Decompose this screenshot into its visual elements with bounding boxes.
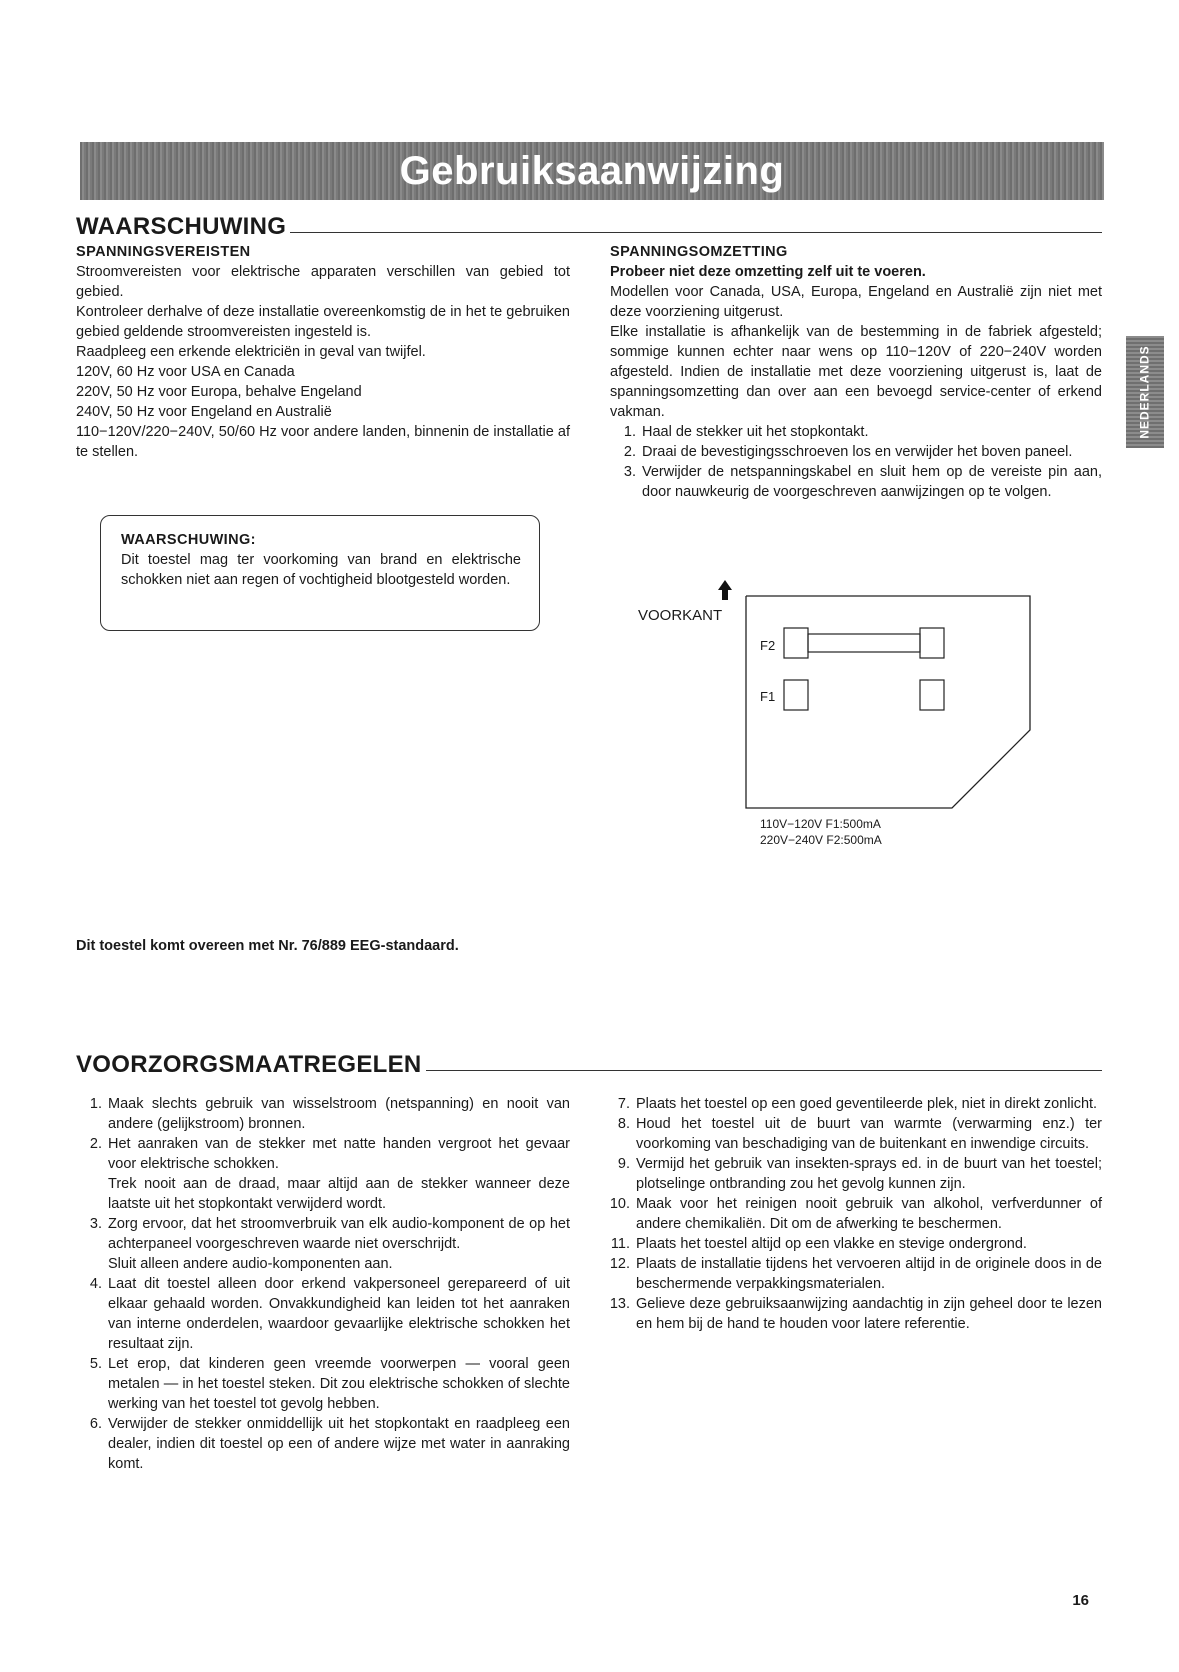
fuse-f1-label: F1: [760, 689, 776, 704]
item-text: Verwijder de stekker onmiddellijk uit het stopkontakt en raadpleeg een dealer, indien dit toestel op een of andere wijze met water in aanraking komt.: [108, 1416, 570, 1472]
item-number: 8.: [617, 1116, 630, 1132]
step-text: Draai de bevestigingsschroeven los en verwijder het boven paneel.: [642, 444, 1073, 460]
fuse-f2-clip-left: [784, 628, 808, 658]
paragraph: Modellen voor Canada, USA, Europa, Engeland en Australië zijn niet met deze voorziening uitgerust.: [610, 284, 1102, 320]
list-item: [76, 1414, 570, 1474]
voltage-line: 240V, 50 Hz voor Engeland en Australië: [76, 404, 332, 420]
fuse-caption-2: 220V−240V F2:500mA: [760, 833, 882, 847]
precautions-right: [604, 1094, 1102, 1334]
list-item: [604, 1294, 1102, 1334]
paragraph: Kontroleer derhalve of deze installatie overeenkomstig de in het te gebruiken gebied geldende stroomvereisten ingesteld is.: [76, 304, 570, 340]
item-text-wrap: [108, 1214, 570, 1274]
warning-box-text: Dit toestel mag ter voorkoming van brand en elektrische schokken niet aan regen of vochtigheid blootgesteld worden.: [121, 552, 521, 588]
step-number: 3.: [623, 464, 636, 480]
step-text: Haal de stekker uit het stopkontakt.: [642, 424, 869, 440]
item-number: 7.: [617, 1096, 630, 1112]
title-banner: [80, 142, 1104, 200]
item-number: 13.: [609, 1296, 630, 1312]
item-text: Plaats de installatie tijdens het vervoeren altijd in de originele doos in de beschermende verpakkingsmaterialen.: [636, 1256, 1102, 1292]
warning-box-title: WAARSCHUWING:: [121, 532, 256, 548]
heading-rule: [426, 1070, 1102, 1071]
fuse-diagram: [630, 578, 1040, 858]
precautions-left: [76, 1094, 570, 1474]
item-text: Laat dit toestel alleen door erkend vakpersoneel gerepareerd of uit elkaar gehaald worden. Onvakkundigheid kan leiden tot het aanraken van interne onderdelen, waardoor gevaarlijke elektrische schokken het resultaat zijn.: [108, 1276, 570, 1352]
list-item: [610, 422, 1102, 442]
language-tab-label: NEDERLANDS: [1138, 345, 1152, 439]
precautions-heading-row: [76, 1052, 1102, 1078]
warning-box: [100, 515, 540, 631]
item-text: Vermijd het gebruik van insekten-sprays ed. in de buurt van het toestel; plotselinge ontbranding zou het gevolg kunnen zijn.: [636, 1156, 1102, 1192]
list-item: [76, 1214, 570, 1274]
paragraph: Raadpleeg een erkende elektriciën in geval van twijfel.: [76, 344, 426, 360]
list-item: [604, 1094, 1102, 1114]
item-number: 2.: [89, 1136, 102, 1152]
fuse-f2-clip-right: [920, 628, 944, 658]
item-number: 5.: [89, 1356, 102, 1372]
item-text: Maak voor het reinigen nooit gebruik van alkohol, verfverdunner of andere chemikaliën. Dit om de afwerking te beschermen.: [636, 1196, 1102, 1232]
item-number: 1.: [89, 1096, 102, 1112]
list-item: [604, 1194, 1102, 1234]
list-item: [610, 442, 1102, 462]
voltage-conversion-subheading: SPANNINGSOMZETTING: [610, 244, 788, 260]
fuse-caption-1: 110V−120V F1:500mA: [760, 817, 881, 831]
voltage-requirements: [76, 242, 570, 462]
voltage-line: 220V, 50 Hz voor Europa, behalve Engeland: [76, 384, 362, 400]
heading-rule: [290, 232, 1102, 233]
warning-heading-row: [76, 214, 1102, 240]
list-item: [610, 462, 1102, 502]
fuse-f2-label: F2: [760, 638, 776, 653]
list-item: [76, 1134, 570, 1214]
item-text-wrap: [108, 1134, 570, 1214]
list-item: [76, 1094, 570, 1134]
page-title: Gebruiksaanwijzing: [399, 149, 785, 193]
item-text: Maak slechts gebruik van wisselstroom (netspanning) en nooit van andere (gelijkstroom) bronnen.: [108, 1096, 570, 1132]
item-number: 9.: [617, 1156, 630, 1172]
fuse-f1-clip-left: [784, 680, 808, 710]
language-tab: [1126, 336, 1164, 448]
conversion-steps: [610, 422, 1102, 502]
voltage-requirements-subheading: SPANNINGSVEREISTEN: [76, 244, 251, 260]
paragraph: Elke installatie is afhankelijk van de bestemming in de fabriek afgesteld; sommige kunnen echter naar wens op 110−120V of 220−240V worden afgesteld. Indien de installatie met deze voorziening uitgerust is, laat de spanningsomzetting dan over aan een bevoegd service-center of erkend vakman.: [610, 324, 1102, 420]
fuse-f2-body: [808, 634, 920, 652]
step-number: 2.: [623, 444, 636, 460]
item-text: Gelieve deze gebruiksaanwijzing aandachtig in zijn geheel door te lezen en hem bij de hand te houden voor latere referentie.: [636, 1296, 1102, 1332]
arrow-up-icon: [718, 580, 732, 600]
list-item: [604, 1154, 1102, 1194]
item-number: 10.: [609, 1196, 630, 1212]
eeg-statement: Dit toestel komt overeen met Nr. 76/889 EEG-standaard.: [76, 938, 459, 954]
voltage-line: 120V, 60 Hz voor USA en Canada: [76, 364, 295, 380]
item-text: Sluit alleen andere audio-komponenten aan.: [108, 1256, 393, 1272]
voltage-conversion: [610, 242, 1102, 502]
item-text: Plaats het toestel altijd op een vlakke en stevige ondergrond.: [636, 1236, 1027, 1252]
item-number: 4.: [89, 1276, 102, 1292]
warning-heading: WAARSCHUWING: [76, 213, 287, 240]
step-text: Verwijder de netspanningskabel en sluit hem op de vereiste pin aan, door nauwkeurig de voorgeschreven aanwijzingen op te volgen.: [642, 464, 1102, 500]
voltage-line: 110−120V/220−240V, 50/60 Hz voor andere landen, binnenin de installatie af te stellen.: [76, 424, 570, 460]
conversion-warning: Probeer niet deze omzetting zelf uit te voeren.: [610, 264, 926, 280]
precautions-heading: VOORZORGSMAATREGELEN: [76, 1051, 422, 1078]
item-number: 12.: [609, 1256, 630, 1272]
item-text: Plaats het toestel op een goed geventileerde plek, niet in direkt zonlicht.: [636, 1096, 1098, 1112]
step-number: 1.: [623, 424, 636, 440]
item-text: Zorg ervoor, dat het stroomverbruik van elk audio-komponent de op het achterpaneel voorgeschreven waarde niet overschrijdt.: [108, 1216, 570, 1252]
page-number: 16: [1072, 1592, 1089, 1609]
list-item: [604, 1234, 1102, 1254]
item-number: 6.: [89, 1416, 102, 1432]
list-item: [76, 1274, 570, 1354]
item-text: Het aanraken van de stekker met natte handen vergroot het gevaar voor elektrische schokken.: [108, 1136, 570, 1172]
item-number: 3.: [89, 1216, 102, 1232]
fuse-f1-clip-right: [920, 680, 944, 710]
item-number: 11.: [610, 1236, 630, 1252]
list-item: [604, 1254, 1102, 1294]
list-item: [76, 1354, 570, 1414]
item-text: Let erop, dat kinderen geen vreemde voorwerpen — vooral geen metalen — in het toestel steken. Dit zou elektrische schokken of slechte werking van het toestel tot gevolg hebben.: [108, 1356, 570, 1412]
list-item: [604, 1114, 1102, 1154]
paragraph: Stroomvereisten voor elektrische apparaten verschillen van gebied tot gebied.: [76, 264, 570, 300]
item-text: Houd het toestel uit de buurt van warmte (verwarming enz.) ter voorkoming van beschadiging van de buitenkant en inwendige circuits.: [636, 1116, 1102, 1152]
item-text: Trek nooit aan de draad, maar altijd aan de stekker wanneer deze laatste uit het stopkontakt verwijderd wordt.: [108, 1176, 570, 1212]
front-label: VOORKANT: [638, 607, 723, 624]
